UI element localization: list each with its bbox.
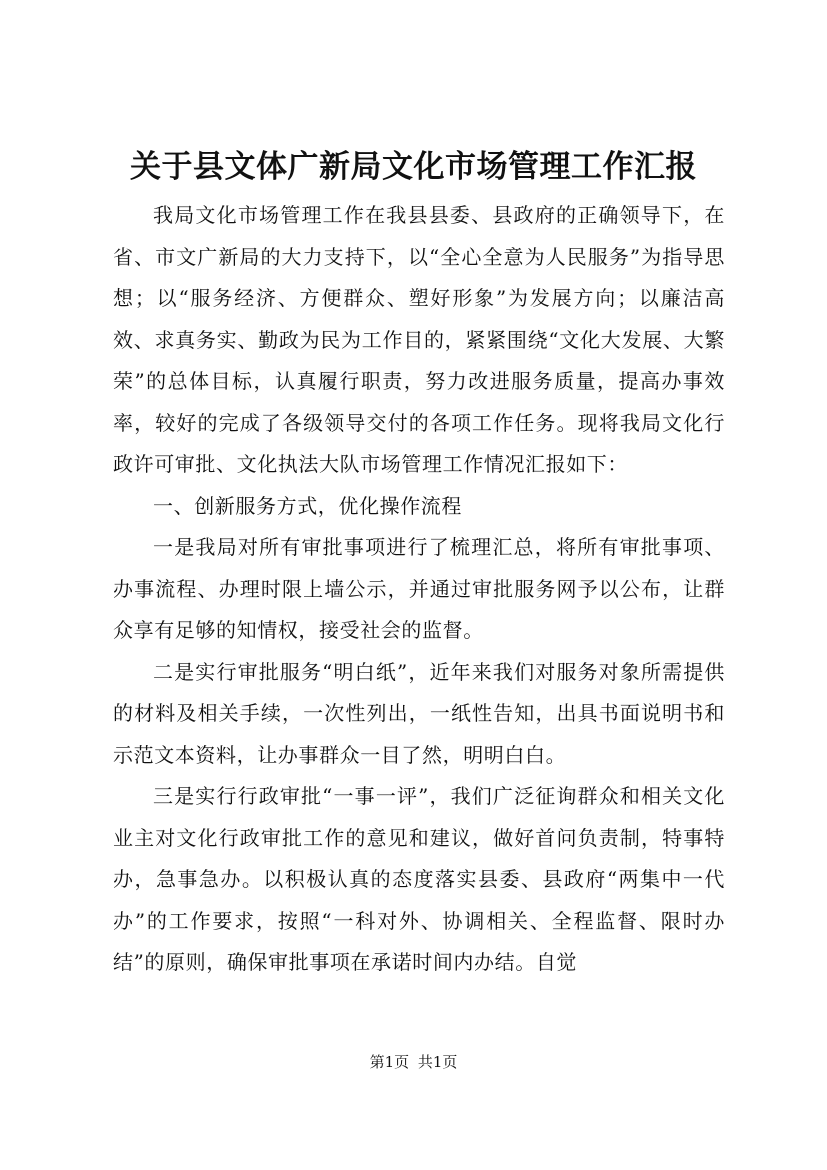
- page-footer: [0, 1052, 827, 1072]
- section-heading-1: 一、创新服务方式，优化操作流程: [153, 493, 462, 518]
- paragraph-item-2: 二是实行审批服务“明白纸”，近年来我们对服务对象所需提供的材料及相关手续，一次性列出，一纸性告知，出具书面说明书和示范文本资料，让办事群众一目了然，明明白白。: [113, 659, 725, 767]
- document-title: 关于县文体广新局文化市场管理工作汇报: [130, 149, 697, 185]
- document-body: [113, 195, 725, 984]
- paragraph-item-3: 三是实行行政审批“一事一评”，我们广泛征询群众和相关文化业主对文化行政审批工作的意见和建议，做好首问负责制，特事特办，急事急办。以积极认真的态度落实县委、县政府“两集中一代办”的工作要求，按照“一科对外、协调相关、全程监督、限时办结”的原则，确保审批事项在承诺时间内办结。自觉: [113, 784, 725, 974]
- page-number: 第1页: [369, 1053, 410, 1071]
- paragraph-intro: 我局文化市场管理工作在我县县委、县政府的正确领导下，在省、市文广新局的大力支持下，以“全心全意为人民服务”为指导思想；以“服务经济、方便群众、塑好形象”为发展方向；以廉洁高效、求真务实、勤政为民为工作目的，紧紧围绕“文化大发展、大繁荣”的总体目标，认真履行职责，努力改进服务质量，提高办事效率，较好的完成了各级领导交付的各项工作任务。现将我局文化行政许可审批、文化执法大队市场管理工作情况汇报如下：: [113, 203, 725, 476]
- page-total: 共1页: [417, 1053, 458, 1071]
- paragraph-item-1: 一是我局对所有审批事项进行了梳理汇总，将所有审批事项、办事流程、办理时限上墙公示，并通过审批服务网予以公布，让群众享有足够的知情权，接受社会的监督。: [113, 535, 725, 642]
